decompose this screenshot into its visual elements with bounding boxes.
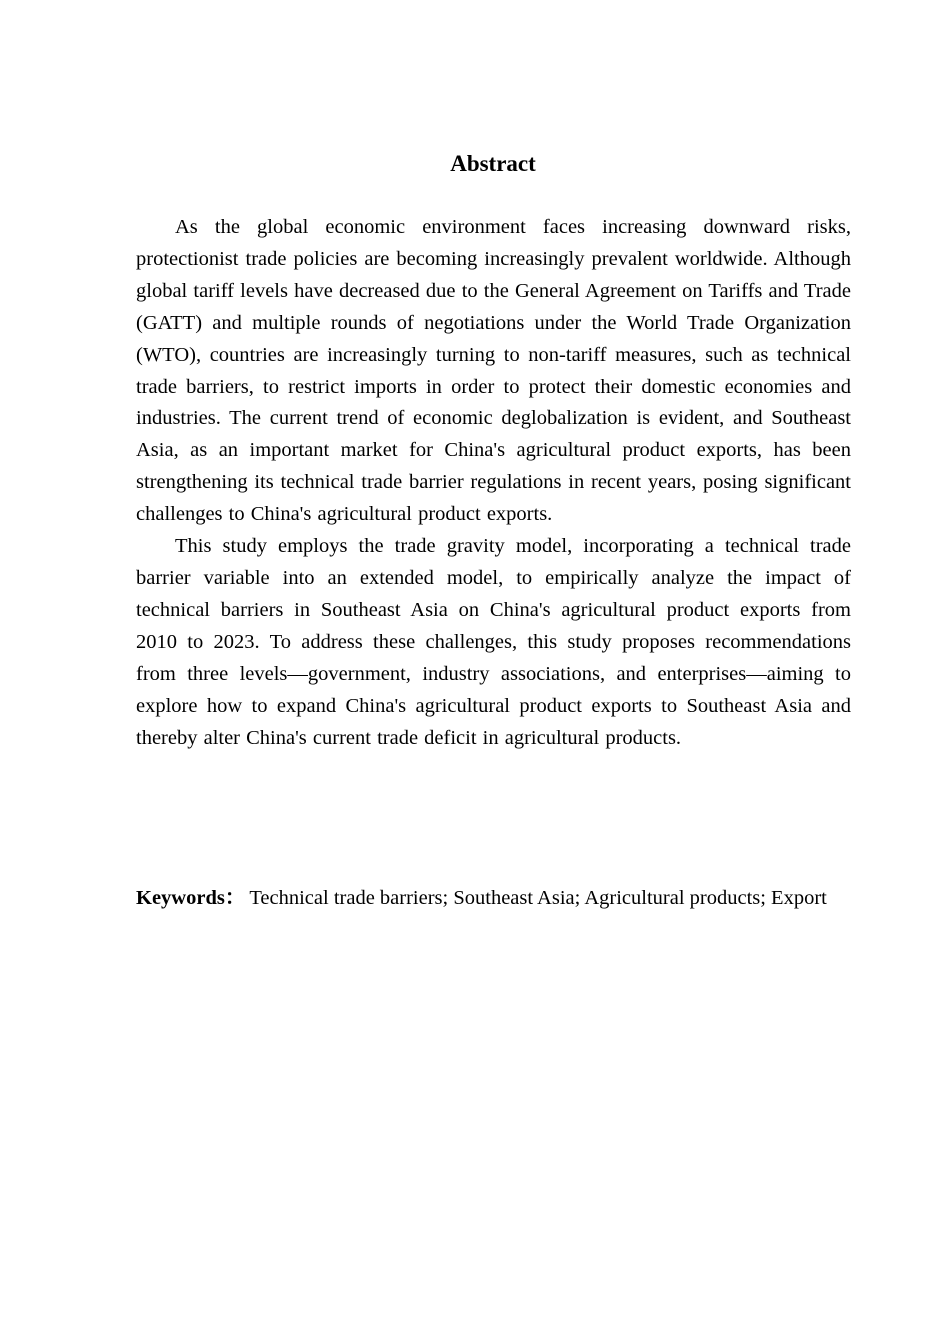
keywords-label: Keywords <box>136 887 225 909</box>
abstract-body <box>136 212 851 754</box>
keywords-line <box>136 883 851 915</box>
abstract-title: Abstract <box>450 151 536 176</box>
keywords-text: Technical trade barriers; Southeast Asia; Agricultural products; Export <box>249 887 827 909</box>
keywords-separator: ： <box>224 887 246 909</box>
abstract-paragraph-1: As the global economic environment faces increasing downward risks, protectionist trade policies are becoming increasingly prevalent worldwide. Although global tariff levels have decreased due to the General Agreement on Tariffs and Trade (GATT) and multiple rounds of negotiations under the World Trade Organization (WTO), countries are increasingly turning to non-tariff measures, such as technical trade barriers, to restrict imports in order to protect their domestic economies and industries. The current trend of economic deglobalization is evident, and Southeast Asia, as an important market for China's agricultural product exports, has been strengthening its technical trade barrier regulations in recent years, posing significant challenges to China's agricultural product exports. <box>136 216 851 526</box>
abstract-paragraph-2: This study employs the trade gravity model, incorporating a technical trade barrier variable into an extended model, to empirically analyze the impact of technical barriers in Southeast Asia on China's agricultural product exports from 2010 to 2023. To address these challenges, this study proposes recommendations from three levels—government, industry associations, and enterprises—aiming to explore how to expand China's agricultural product exports to Southeast Asia and thereby alter China's current trade deficit in agricultural products. <box>136 535 851 749</box>
